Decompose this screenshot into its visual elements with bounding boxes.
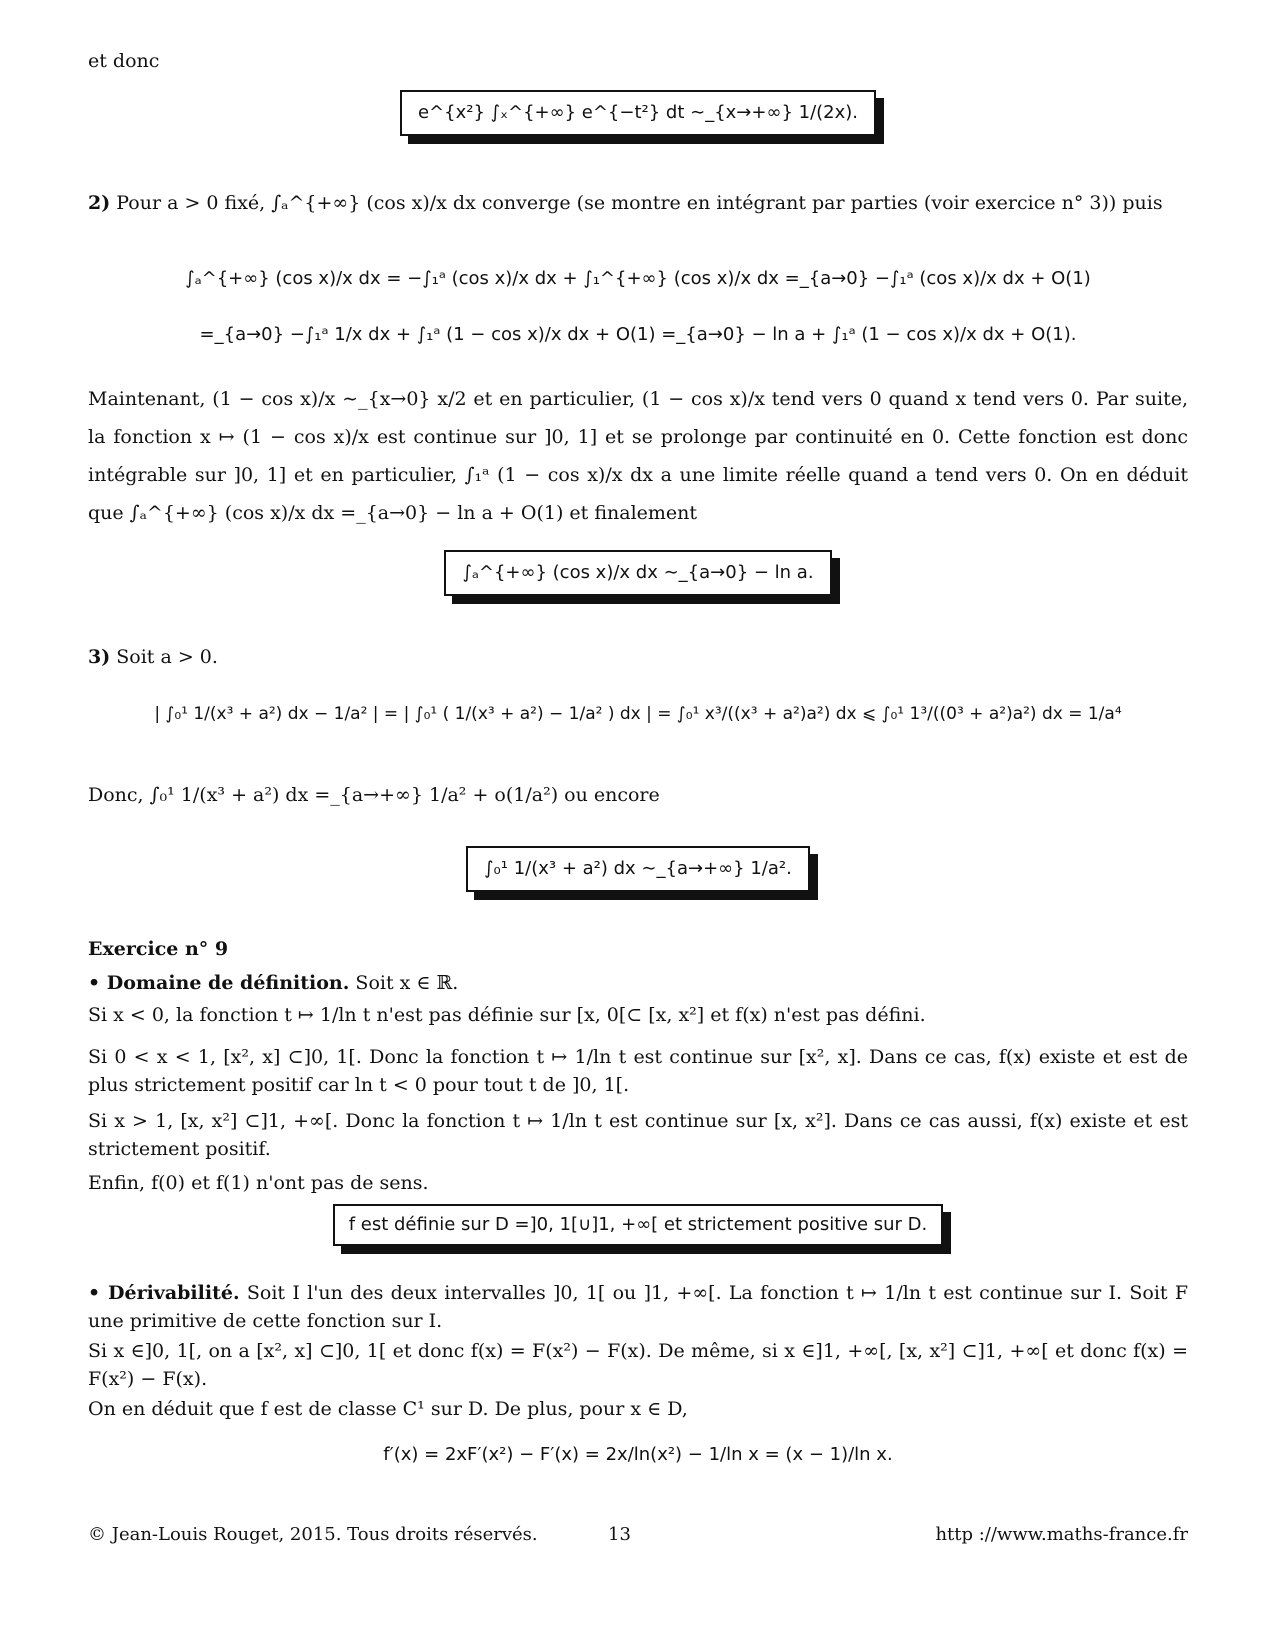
result-box-3-formula: ∫₀¹ 1/(x³ + a²) dx ∼_{a→+∞} 1/a².: [466, 846, 810, 892]
section-3-equation: | ∫₀¹ 1/(x³ + a²) dx − 1/a² | = | ∫₀¹ ( 1/(x³ + a²) − 1/a² ) dx | = ∫₀¹ x³/((x³ + a²)a²) dx ⩽ ∫₀¹ 1³/((0³ + a²)a²) dx = 1/a⁴: [154, 704, 1122, 724]
exercise-9-title: Exercice n° 9: [88, 938, 229, 960]
footer-copyright: © Jean-Louis Rouget, 2015. Tous droits réservés.: [88, 1524, 538, 1545]
section-3-donc: Donc, ∫₀¹ 1/(x³ + a²) dx =_{a→+∞} 1/a² + o(1/a²) ou encore: [88, 784, 660, 806]
domain-title: • Domaine de définition.: [88, 972, 350, 994]
domain-heading: [88, 970, 458, 998]
derivative-equation: f′(x) = 2xF′(x²) − F′(x) = 2x/ln(x²) − 1/ln x = (x − 1)/ln x.: [383, 1444, 893, 1465]
domain-line-1: Si x < 0, la fonction t ↦ 1/ln t n'est pas définie sur [x, 0[⊂ [x, x²] et f(x) n'est pas défini.: [88, 1004, 926, 1026]
section-2-paragraph: Maintenant, (1 − cos x)/x ∼_{x→0} x/2 et en particulier, (1 − cos x)/x tend vers 0 quand x tend vers 0. Par suite, la fonction x ↦ (1 − cos x)/x est continue sur ]0, 1] et se prolonge par continuité en 0. Cette fonction est donc intégrable sur ]0, 1] et en particulier, ∫₁ᵃ (1 − cos x)/x dx a une limite réelle quand a tend vers 0. On en déduit que ∫ₐ^{+∞} (cos x)/x dx =_{a→0} − ln a + O(1) et finalement: [88, 388, 1188, 524]
section-2-equation-2: =_{a→0} −∫₁ᵃ 1/x dx + ∫₁ᵃ (1 − cos x)/x dx + O(1) =_{a→0} − ln a + ∫₁ᵃ (1 − cos x)/x dx + O(1).: [199, 324, 1077, 345]
derivability-text-1: Soit I l'un des deux intervalles ]0, 1[ ou ]1, +∞[. La fonction t ↦ 1/ln t est continue sur I. Soit F une primitive de cette fonction sur I.: [88, 1282, 1189, 1332]
derivability-paragraph-3: On en déduit que f est de classe C¹ sur D. De plus, pour x ∈ D,: [88, 1398, 688, 1420]
section-3-intro: [88, 644, 218, 672]
section-2-intro: [88, 190, 1188, 218]
domain-line-4: Enfin, f(0) et f(1) n'ont pas de sens.: [88, 1172, 429, 1194]
derivability-paragraph-1: [88, 1280, 1188, 1335]
result-box-1: [88, 90, 1188, 136]
footer-url: http ://www.maths-france.fr: [935, 1524, 1188, 1545]
domain-line-3: Si x > 1, [x, x²] ⊂]1, +∞[. Donc la fonction t ↦ 1/ln t est continue sur [x, x²]. Dans ce cas aussi, f(x) existe et est strictement positif.: [88, 1110, 1188, 1160]
domain-intro: Soit x ∈ ℝ.: [355, 972, 459, 994]
domain-line-2: Si 0 < x < 1, [x², x] ⊂]0, 1[. Donc la fonction t ↦ 1/ln t est continue sur [x², x]. Dans ce cas, f(x) existe et est de plus strictement positif car ln t < 0 pour tout t de ]0, 1[.: [88, 1046, 1188, 1096]
result-box-1-formula: e^{x²} ∫ₓ^{+∞} e^{−t²} dt ∼_{x→+∞} 1/(2x).: [400, 90, 876, 136]
section-2-line: Pour a > 0 fixé, ∫ₐ^{+∞} (cos x)/x dx converge (se montre en intégrant par parties (voir exercice n° 3)) puis: [116, 192, 1163, 214]
intro-text: et donc: [88, 50, 160, 72]
section-2-equation-1: ∫ₐ^{+∞} (cos x)/x dx = −∫₁ᵃ (cos x)/x dx + ∫₁^{+∞} (cos x)/x dx =_{a→0} −∫₁ᵃ (cos x)/x dx + O(1): [185, 268, 1091, 289]
section-3-number: 3): [88, 646, 111, 668]
footer-page-number: 13: [608, 1524, 631, 1545]
derivability-title: • Dérivabilité.: [88, 1282, 240, 1304]
section-2-number: 2): [88, 192, 111, 214]
result-box-3: [88, 846, 1188, 892]
derivability-paragraph-2: Si x ∈]0, 1[, on a [x², x] ⊂]0, 1[ et donc f(x) = F(x²) − F(x). De même, si x ∈]1, +∞[, [x, x²] ⊂]1, +∞[ et donc f(x) = F(x²) − F(x).: [88, 1340, 1188, 1390]
result-box-2: [88, 550, 1188, 596]
result-box-4: [88, 1204, 1188, 1246]
result-box-2-formula: ∫ₐ^{+∞} (cos x)/x dx ∼_{a→0} − ln a.: [444, 550, 831, 596]
result-box-4-text: f est définie sur D =]0, 1[∪]1, +∞[ et strictement positive sur D.: [333, 1204, 944, 1246]
section-3-line: Soit a > 0.: [116, 646, 218, 668]
